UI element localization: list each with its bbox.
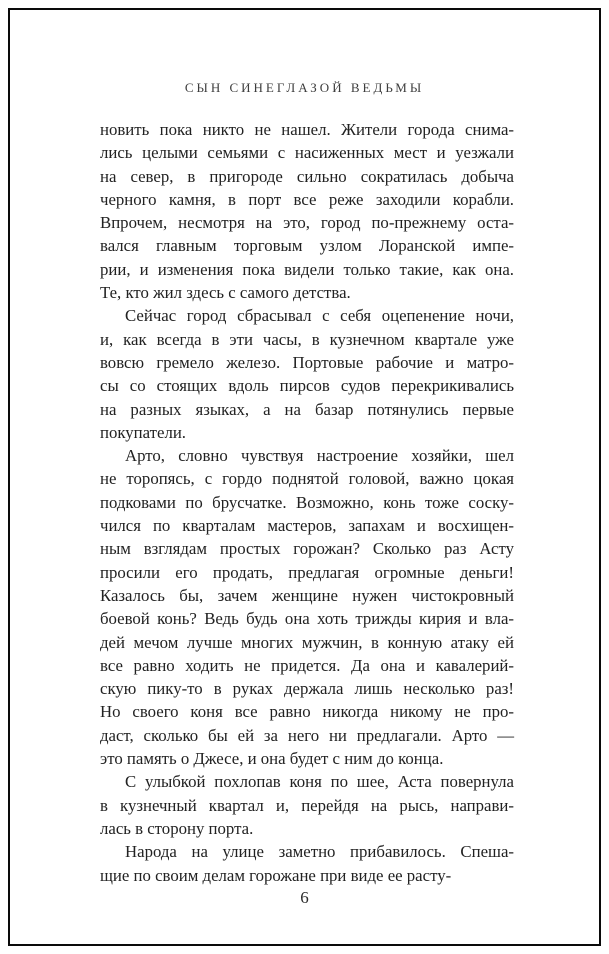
page-border bbox=[8, 8, 601, 946]
text-line: на разных языках, а на базар потянулись первые bbox=[100, 399, 514, 419]
text-line: скую пику-то в руках держала лишь несколько раз! bbox=[100, 679, 514, 699]
text-line: дей мечом лучше многих мужчин, в конную атаку ей bbox=[100, 632, 514, 652]
text-line: покупатели. bbox=[100, 422, 187, 442]
text-line: не торопясь, с гордо поднятой головой, важно цокая bbox=[100, 469, 514, 489]
text-line: Сейчас город сбрасывал с себя оцепенение ночи, bbox=[125, 306, 514, 326]
text-line: просили его продать, предлагая огромные деньги! bbox=[100, 562, 514, 582]
paragraph bbox=[100, 444, 514, 770]
text-line: вовсю гремело железо. Портовые рабочие и матро- bbox=[100, 352, 514, 372]
text-line: чился по кварталам мастеров, запахам и восхищен- bbox=[100, 516, 514, 536]
text-line: Народа на улице заметно прибавилось. Спеша- bbox=[125, 842, 514, 862]
text-line: рии, и изменения пока видели только такие, как она. bbox=[100, 259, 514, 279]
paragraph bbox=[100, 304, 514, 444]
text-line: сы со стоящих вдоль пирсов судов перекрикивались bbox=[100, 376, 514, 396]
text-line: Казалось бы, зачем женщине нужен чистокровный bbox=[100, 585, 514, 605]
text-line: Те, кто жил здесь с самого детства. bbox=[100, 283, 351, 303]
paragraph bbox=[100, 118, 514, 304]
text-line: и, как всегда в эти часы, в кузнечном квартале уже bbox=[100, 329, 514, 349]
page-number: 6 bbox=[300, 888, 309, 907]
paragraph bbox=[100, 770, 514, 840]
text-line: боевой конь? Ведь будь она хоть трижды кирия и вла- bbox=[100, 609, 514, 629]
text-line: ным взглядам простых горожан? Сколько раз Асту bbox=[100, 539, 514, 559]
text-line: в кузнечный квартал и, перейдя на рысь, направи- bbox=[100, 795, 514, 815]
text-line: щие по своим делам горожане при виде ее расту- bbox=[100, 865, 452, 885]
text-line: Арто, словно чувствуя настроение хозяйки, шел bbox=[125, 446, 514, 466]
text-line: Впрочем, несмотря на это, город по-прежнему оста- bbox=[100, 213, 514, 233]
text-line: это память о Джесе, и она будет с ним до конца. bbox=[100, 749, 444, 769]
text-line: лась в сторону порта. bbox=[100, 818, 254, 838]
running-header: СЫН СИНЕГЛАЗОЙ ВЕДЬМЫ bbox=[184, 80, 425, 95]
text-line: новить пока никто не нашел. Жители города снима- bbox=[100, 120, 514, 139]
text-line: вался главным торговым узлом Лоранской импе- bbox=[100, 236, 514, 256]
text-line: подковами по брусчатке. Возможно, конь тоже соску- bbox=[100, 492, 514, 512]
text-line: все равно ходить не придется. Да она и кавалерий- bbox=[100, 655, 514, 675]
text-line: даст, сколько бы ей за него ни предлагали. Арто — bbox=[100, 725, 514, 745]
text-line: черного камня, в порт все реже заходили корабли. bbox=[100, 189, 514, 209]
page-body bbox=[100, 118, 514, 887]
text-line: С улыбкой похлопав коня по шее, Аста повернула bbox=[125, 772, 514, 792]
text-line: лись целыми семьями с насиженных мест и уезжали bbox=[100, 143, 514, 163]
text-line: на север, в пригороде сильно сократилась добыча bbox=[100, 166, 514, 186]
text-line: Но своего коня все равно никогда никому не про- bbox=[100, 702, 514, 722]
paragraph bbox=[100, 840, 514, 887]
